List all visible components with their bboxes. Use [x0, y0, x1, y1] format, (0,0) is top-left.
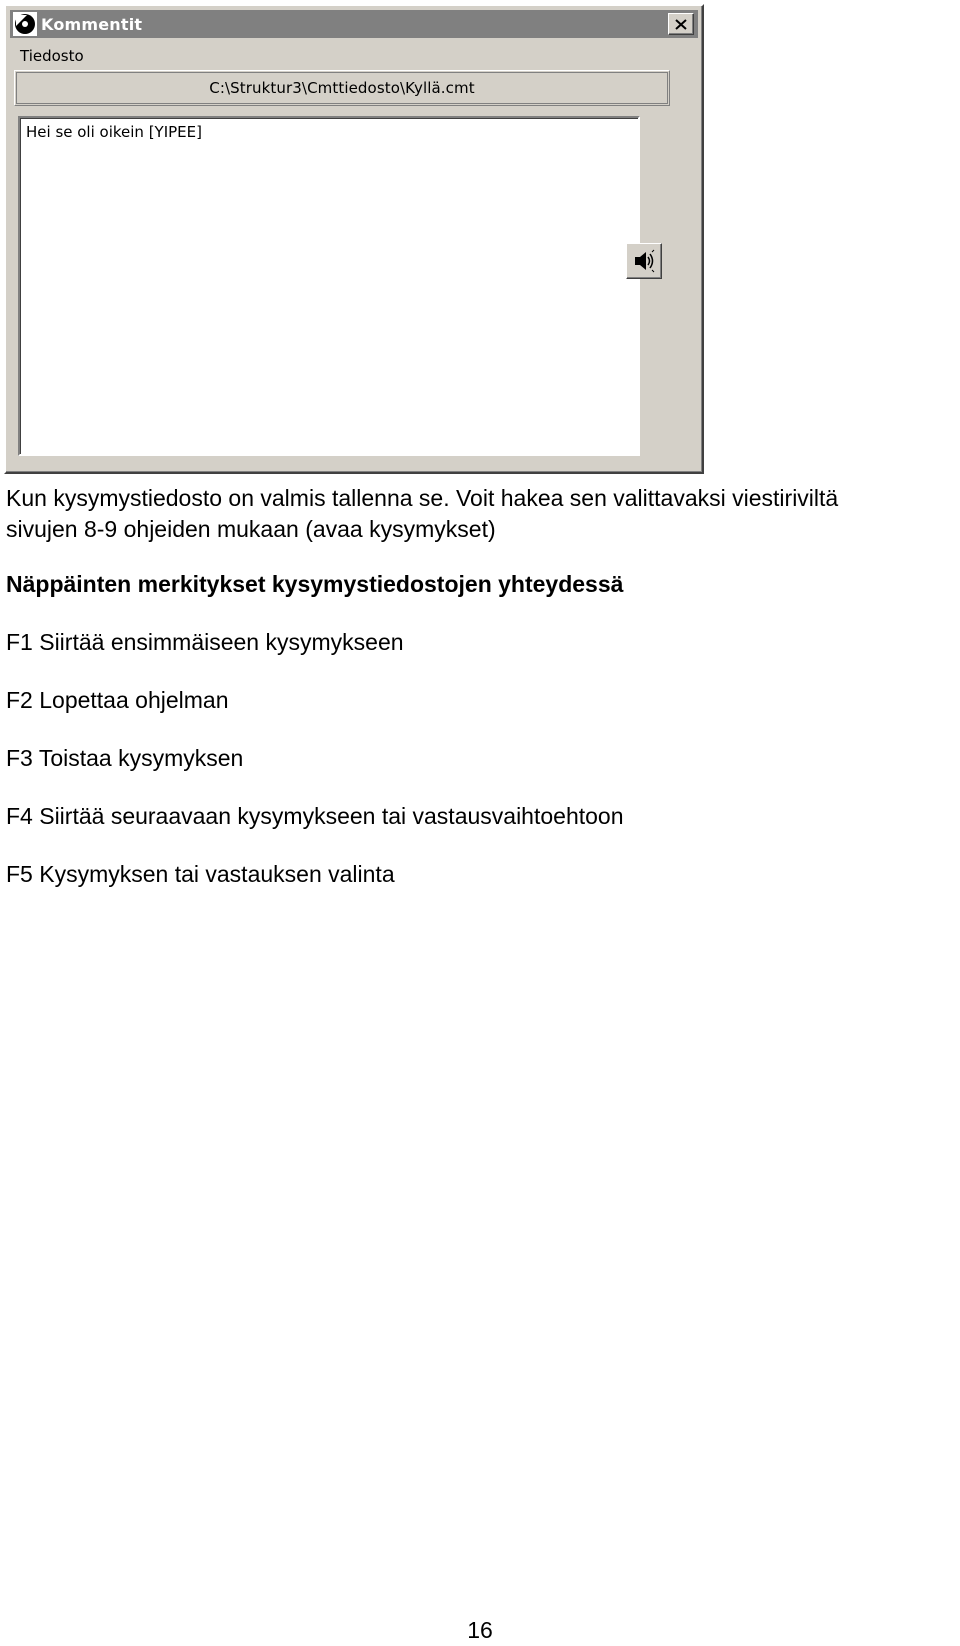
- close-icon: [675, 19, 687, 30]
- file-path-bar: [14, 70, 670, 106]
- close-button[interactable]: [668, 13, 694, 35]
- menu-bar: [16, 44, 88, 68]
- speak-button[interactable]: [626, 243, 662, 279]
- section-heading: Näppäinten merkitykset kysymystiedostojen yhteydessä: [6, 571, 624, 597]
- app-icon: [13, 12, 37, 36]
- document-body: [6, 483, 956, 917]
- key-f2: F2 Lopettaa ohjelman: [6, 687, 229, 713]
- window-title: Kommentit: [41, 14, 143, 34]
- key-f1: F1 Siirtää ensimmäiseen kysymykseen: [6, 629, 404, 655]
- file-path: C:\Struktur3\Cmttiedosto\Kyllä.cmt: [209, 79, 475, 97]
- comment-textarea[interactable]: Hei se oli oikein [YIPEE]: [18, 116, 640, 456]
- comments-window: [4, 4, 704, 474]
- speaker-icon: [631, 248, 657, 274]
- key-f3: F3 Toistaa kysymyksen: [6, 745, 244, 771]
- key-f5: F5 Kysymyksen tai vastauksen valinta: [6, 861, 395, 887]
- intro-paragraph: [6, 483, 956, 545]
- intro-line-2: sivujen 8-9 ohjeiden mukaan (avaa kysymykset): [6, 516, 496, 542]
- page-number: 16: [467, 1617, 493, 1643]
- title-bar[interactable]: [10, 10, 698, 38]
- key-f4: F4 Siirtää seuraavaan kysymykseen tai vastausvaihtoehtoon: [6, 803, 624, 829]
- menu-tiedosto[interactable]: Tiedosto: [20, 47, 84, 65]
- intro-line-1: Kun kysymystiedosto on valmis tallenna se. Voit hakea sen valittavaksi viestiriviltä: [6, 485, 839, 511]
